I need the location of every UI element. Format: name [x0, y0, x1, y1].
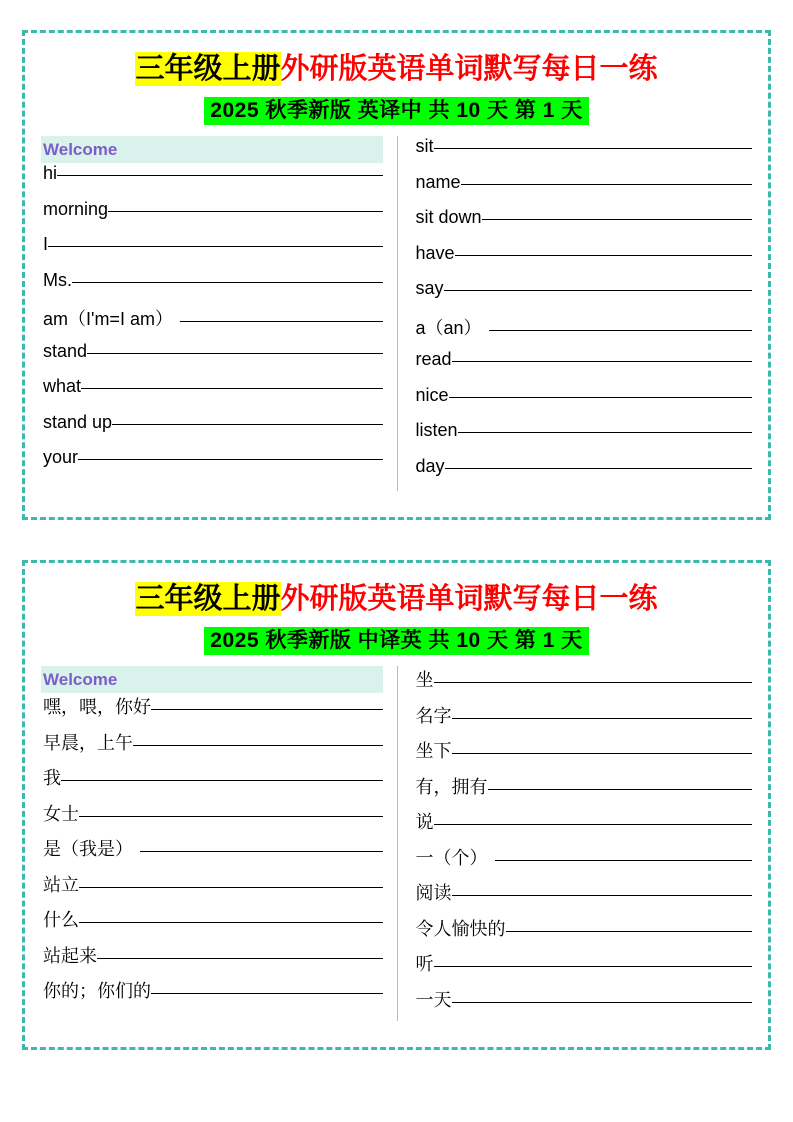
title-main-text: 外研版英语单词默写每日一练 [280, 53, 658, 85]
answer-blank[interactable] [140, 851, 383, 852]
answer-blank[interactable] [452, 753, 753, 754]
word-row [414, 879, 753, 915]
word-label: 坐 [415, 670, 434, 691]
word-row [41, 234, 383, 270]
word-label: hi [43, 163, 58, 184]
word-label: 一（个） [415, 847, 488, 868]
word-row [41, 977, 383, 1013]
word-column-left [41, 666, 397, 1021]
word-row [414, 349, 753, 385]
answer-blank[interactable] [445, 468, 752, 469]
word-label: your [43, 447, 79, 468]
word-row [41, 163, 383, 199]
answer-blank[interactable] [452, 895, 753, 896]
answer-blank[interactable] [112, 424, 382, 425]
panel-subtitle [41, 624, 752, 654]
panel-subtitle [41, 94, 752, 124]
word-row [414, 136, 753, 172]
answer-blank[interactable] [79, 816, 383, 817]
word-row [41, 270, 383, 306]
answer-blank[interactable] [78, 459, 382, 460]
word-label: 你的；你们的 [43, 981, 151, 1002]
word-columns [41, 136, 752, 491]
unit-header-band: Welcome [41, 666, 383, 693]
word-label: 早晨，上午 [43, 732, 133, 753]
word-label: 听 [415, 954, 434, 975]
word-columns [41, 666, 752, 1021]
unit-header-band: Welcome [41, 136, 383, 163]
word-row [414, 773, 753, 809]
word-row [41, 729, 383, 765]
word-row [41, 305, 383, 341]
answer-blank[interactable] [48, 246, 382, 247]
panel-title [41, 583, 752, 615]
word-label: name [415, 171, 461, 192]
subtitle-highlight: 2025 秋季新版 中译英 共 10 天 第 1 天 [204, 627, 588, 655]
worksheet-panel-cn-to-en [22, 560, 771, 1050]
answer-blank[interactable] [488, 789, 753, 790]
word-row [414, 737, 753, 773]
answer-blank[interactable] [72, 282, 383, 283]
word-label: morning [43, 198, 109, 219]
word-label: 我 [43, 768, 61, 789]
word-label: am（I'm=I am） [43, 309, 173, 330]
answer-blank[interactable] [455, 255, 752, 256]
word-label: stand up [43, 411, 113, 432]
word-row [414, 420, 753, 456]
word-label: read [415, 349, 452, 370]
answer-blank[interactable] [506, 931, 753, 932]
word-label: 站立 [43, 874, 79, 895]
answer-blank[interactable] [449, 397, 752, 398]
answer-blank[interactable] [434, 682, 753, 683]
word-row [414, 702, 753, 738]
word-row [414, 915, 753, 951]
word-label: 站起来 [43, 945, 97, 966]
word-row [41, 906, 383, 942]
word-row [414, 950, 753, 986]
answer-blank[interactable] [151, 709, 383, 710]
answer-blank[interactable] [458, 432, 752, 433]
answer-blank[interactable] [461, 184, 752, 185]
answer-blank[interactable] [61, 780, 383, 781]
word-label: 名字 [415, 705, 452, 726]
answer-blank[interactable] [482, 219, 752, 220]
word-label: 是（我是） [43, 839, 133, 860]
word-row [41, 447, 383, 483]
answer-blank[interactable] [57, 175, 382, 176]
answer-blank[interactable] [434, 824, 753, 825]
answer-blank[interactable] [133, 745, 383, 746]
word-label: a（an） [415, 317, 482, 338]
answer-blank[interactable] [108, 211, 382, 212]
answer-blank[interactable] [452, 1002, 753, 1003]
word-row [414, 243, 753, 279]
word-label: sit [415, 136, 434, 157]
word-row [41, 764, 383, 800]
title-main-text: 外研版英语单词默写每日一练 [280, 583, 658, 615]
word-label: 有，拥有 [415, 776, 488, 797]
word-row [414, 986, 753, 1022]
answer-blank[interactable] [489, 330, 752, 331]
title-grade-highlight: 三年级上册 [135, 583, 281, 615]
answer-blank[interactable] [87, 353, 382, 354]
answer-blank[interactable] [180, 321, 383, 322]
word-label: nice [415, 384, 449, 405]
title-grade-highlight: 三年级上册 [135, 53, 281, 85]
word-row [41, 871, 383, 907]
word-column-right [397, 136, 753, 491]
word-row [414, 456, 753, 492]
word-row [41, 800, 383, 836]
word-row [414, 207, 753, 243]
answer-blank[interactable] [444, 290, 752, 291]
word-label: 什么 [43, 910, 79, 931]
word-row [414, 314, 753, 350]
word-label: stand [43, 340, 88, 361]
answer-blank[interactable] [452, 718, 753, 719]
word-label: 说 [415, 812, 434, 833]
word-row [414, 808, 753, 844]
word-row [414, 278, 753, 314]
word-row [414, 844, 753, 880]
word-label: 坐下 [415, 741, 452, 762]
word-label: day [415, 455, 445, 476]
answer-blank[interactable] [79, 887, 383, 888]
answer-blank[interactable] [495, 860, 753, 861]
answer-blank[interactable] [79, 922, 383, 923]
word-row [41, 376, 383, 412]
word-row [41, 199, 383, 235]
word-row [41, 341, 383, 377]
answer-blank[interactable] [452, 361, 752, 362]
word-label: I [43, 234, 49, 255]
word-label: 女士 [43, 803, 79, 824]
subtitle-highlight: 2025 秋季新版 英译中 共 10 天 第 1 天 [204, 97, 588, 125]
panel-title [41, 53, 752, 85]
word-label: what [43, 376, 82, 397]
answer-blank[interactable] [97, 958, 383, 959]
word-label: listen [415, 420, 458, 441]
word-row [41, 942, 383, 978]
word-label: 一天 [415, 989, 452, 1010]
word-row [414, 172, 753, 208]
word-row [41, 835, 383, 871]
word-row [41, 412, 383, 448]
word-column-right [397, 666, 753, 1021]
answer-blank[interactable] [434, 148, 753, 149]
worksheet-panel-en-to-cn [22, 30, 771, 520]
word-label: 嘿，喂，你好 [43, 697, 151, 718]
word-label: Ms. [43, 269, 72, 290]
word-row [414, 666, 753, 702]
word-label: sit down [415, 207, 482, 228]
word-row [41, 693, 383, 729]
answer-blank[interactable] [151, 993, 383, 994]
word-label: 令人愉快的 [415, 918, 506, 939]
answer-blank[interactable] [81, 388, 382, 389]
word-column-left [41, 136, 397, 491]
word-row [414, 385, 753, 421]
answer-blank[interactable] [434, 966, 753, 967]
word-label: 阅读 [415, 883, 452, 904]
word-label: have [415, 242, 455, 263]
word-label: say [415, 278, 444, 299]
